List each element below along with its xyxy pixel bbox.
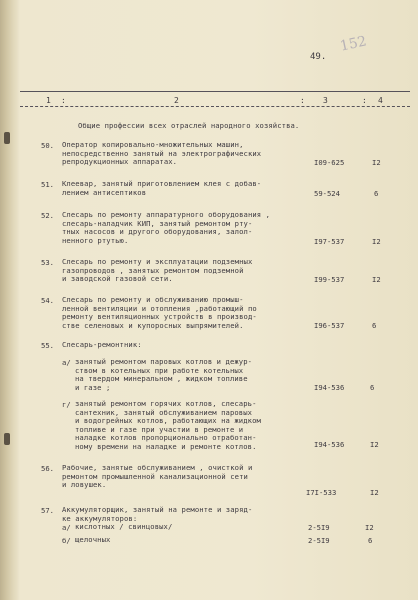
header-sep-3: :	[362, 96, 367, 105]
item-text: Слесарь по ремонту и обслуживанию промыш- ленной вентиляции и отопления ,работающий по ремонту вентиляционных устройств в производ- стве селеновых и купоросных выпрямителей.	[62, 295, 257, 330]
item-value: I2	[372, 275, 381, 284]
item-number: 54.	[41, 296, 54, 305]
table-top-rule	[20, 91, 410, 92]
item-value: 6	[370, 383, 375, 392]
item-code: I7I-533	[306, 488, 337, 497]
item-code: 59-524	[314, 189, 340, 198]
item-value: I2	[372, 237, 381, 246]
item-text: Аккумуляторщик, занятый на ремонте и заряд- ке аккумуляторов:	[62, 505, 253, 523]
item-number: 55.	[41, 341, 54, 350]
item-number: 53.	[41, 258, 54, 267]
item-code: 2-5I9	[308, 536, 330, 545]
subitem-text: занятый ремонтом горячих котлов, слесарь- сантехник, занятый обслуживанием паровых и водогрейных котлов, работающих на жидком топливе и газе при участии в ремонте и наладке котлов пропорционально отработан- ному времени на наладке и ремонте котлов.	[75, 399, 261, 451]
pencil-mark: 152	[338, 33, 369, 55]
item-value: I2	[372, 158, 381, 167]
header-col-2: 2	[174, 96, 179, 105]
item-value: I2	[370, 440, 379, 449]
header-sep-1: :	[61, 96, 66, 105]
item-number: 51.	[41, 180, 54, 189]
item-code: I94-536	[314, 440, 345, 449]
subitem-text: кислотных / свинцовых/	[75, 522, 173, 531]
item-code: 2-5I9	[308, 523, 330, 532]
item-code: I99-537	[314, 275, 345, 284]
item-value: I2	[365, 523, 374, 532]
item-text: Клеевар, занятый приготовлением клея с добав- лением антисептиков	[62, 179, 262, 197]
item-number: 50.	[41, 141, 54, 150]
subitem-text: щелочных	[75, 535, 111, 544]
item-text: Оператор копировально-множительных машин, непосредственно занятый на электрографических репродукционных аппаратах.	[62, 140, 262, 167]
item-value: I2	[370, 488, 379, 497]
header-col-3: 3	[323, 96, 328, 105]
item-text: Рабочие, занятые обслуживанием , очисткой и ремонтом промышленной канализационной сети и ловушек.	[62, 463, 253, 490]
header-col-4: 4	[378, 96, 383, 105]
header-sep-2: :	[300, 96, 305, 105]
subitem-letter: б/	[62, 536, 71, 545]
binding-hole-top	[4, 132, 10, 144]
page-number: 49.	[310, 52, 327, 62]
item-number: 56.	[41, 464, 54, 473]
subitem-letter: a/	[62, 523, 71, 532]
item-text: Слесарь по ремонту аппаратурного оборудования , слесарь-наладчик КИП, занятый ремонтом рту- тных насосов и другого оборудования, залол- ненного ртутью.	[62, 210, 271, 245]
item-number: 57.	[41, 506, 54, 515]
binding-hole-bottom	[4, 433, 10, 445]
item-value: 6	[374, 189, 379, 198]
subitem-letter: г/	[62, 400, 71, 409]
subitem-letter: a/	[62, 358, 71, 367]
item-code: I94-536	[314, 383, 345, 392]
item-number: 52.	[41, 211, 54, 220]
item-code: I97-537	[314, 237, 345, 246]
item-value: 6	[368, 536, 373, 545]
item-code: I96-537	[314, 321, 345, 330]
section-title: Общие профессии всех отраслей народного хозяйства.	[78, 121, 300, 130]
subitem-text: занятый ремонтом паровых котлов и дежур- ством в котельных при работе котельных на твердом минеральном , жидком топливе и газе ;	[75, 357, 253, 392]
page-binding-edge	[0, 0, 20, 600]
item-text: Слесарь по ремонту и эксплуатации подземных газопроводов , занятых ремонтом подземной и заводской газовой сети.	[62, 257, 253, 284]
item-value: 6	[372, 321, 377, 330]
header-col-1: 1	[46, 96, 51, 105]
item-code: I09-625	[314, 158, 345, 167]
item-text: Слесарь-ремонтник:	[62, 340, 142, 349]
table-header-rule	[20, 106, 410, 107]
